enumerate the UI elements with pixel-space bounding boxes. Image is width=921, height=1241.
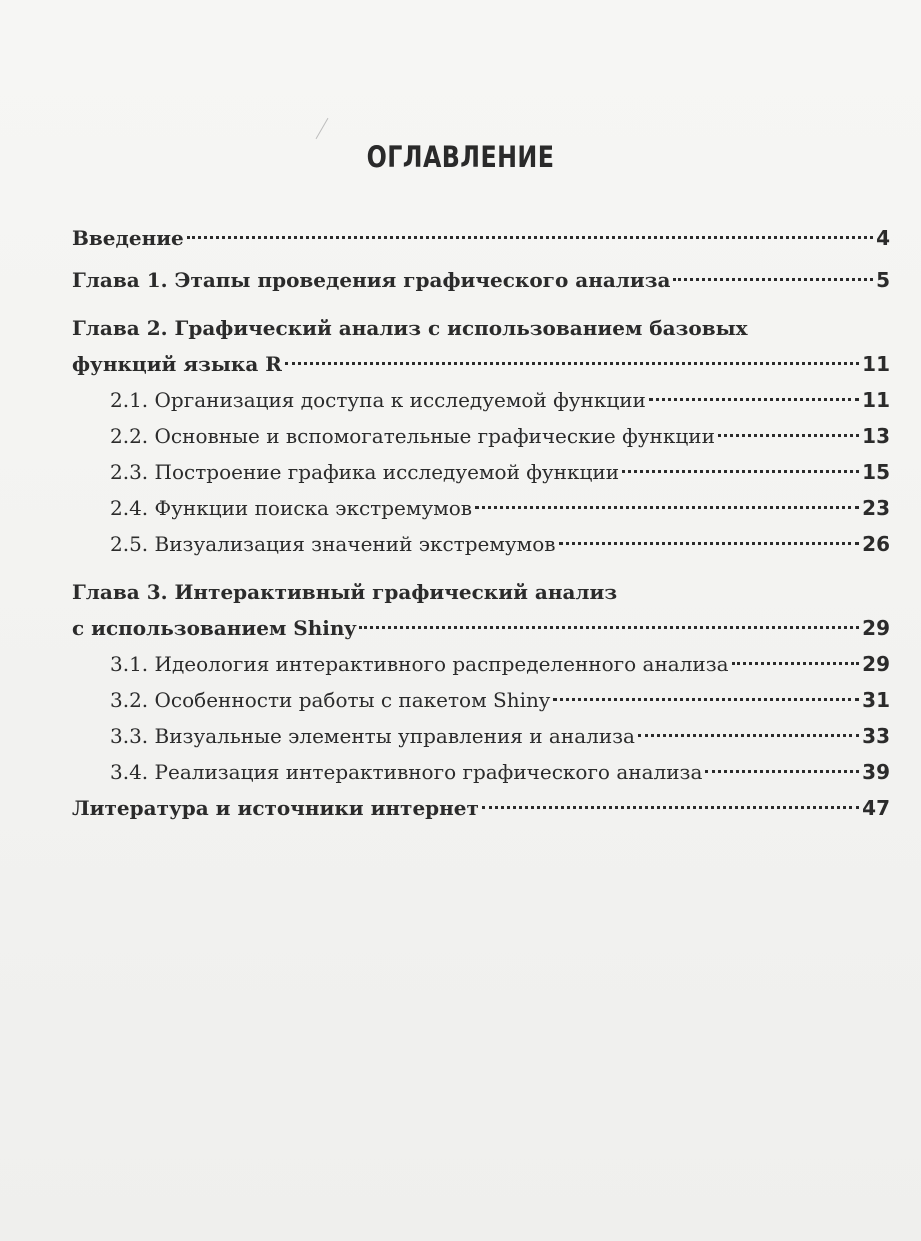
dot-leader xyxy=(359,626,859,629)
toc-entry-label: с использованием Shiny xyxy=(72,616,357,640)
toc-page-number: 15 xyxy=(862,460,890,484)
dot-leader xyxy=(649,398,859,401)
toc-entry-chapter-2 xyxy=(72,346,890,382)
toc-entry-literature xyxy=(72,790,890,826)
toc-entry-label: функций языка R xyxy=(72,352,282,376)
dot-leader xyxy=(673,278,873,281)
toc-page-number: 47 xyxy=(862,796,890,820)
dot-leader xyxy=(559,542,860,545)
toc-page-number: 11 xyxy=(862,352,890,376)
dot-leader xyxy=(705,770,859,773)
toc-entry-label: 3.2. Особенности работы с пакетом Shiny xyxy=(110,688,551,712)
toc-page-number: 31 xyxy=(862,688,890,712)
toc-page-number: 13 xyxy=(862,424,890,448)
dot-leader xyxy=(622,470,859,473)
toc-entry-section-2-4 xyxy=(72,490,890,526)
toc-page-number: 23 xyxy=(862,496,890,520)
toc-entry-label: Введение xyxy=(72,226,184,250)
dot-leader xyxy=(553,698,859,701)
toc-entry-label: 3.3. Визуальные элементы управления и анализа xyxy=(110,724,635,748)
toc-chapter-2-heading-line-1: Глава 2. Графический анализ с использованием базовых xyxy=(72,316,748,340)
dot-leader xyxy=(475,506,859,509)
dot-leader xyxy=(482,806,859,809)
dot-leader xyxy=(285,362,859,365)
toc-entry-section-3-2 xyxy=(72,682,890,718)
toc-entry-intro xyxy=(72,220,890,256)
scan-mark xyxy=(316,118,329,139)
toc-entry-section-2-3 xyxy=(72,454,890,490)
toc-entry-section-3-4 xyxy=(72,754,890,790)
toc-chapter-3-heading-line-1: Глава 3. Интерактивный графический анализ xyxy=(72,580,618,604)
toc-entry-chapter-1 xyxy=(72,262,890,298)
toc-entry-section-3-1 xyxy=(72,646,890,682)
toc-entry-label: 2.3. Построение графика исследуемой функции xyxy=(110,460,620,484)
toc-entry-label: 3.4. Реализация интерактивного графического анализа xyxy=(110,760,703,784)
toc-entry-label: 2.1. Организация доступа к исследуемой функции xyxy=(110,388,646,412)
toc-entry-label: 2.4. Функции поиска экстремумов xyxy=(110,496,473,520)
toc-page-number: 4 xyxy=(876,226,890,250)
dot-leader xyxy=(718,434,859,437)
toc-entry-label: Глава 1. Этапы проведения графического анализа xyxy=(72,268,671,292)
toc-page-number: 29 xyxy=(862,652,890,676)
toc-page-number: 26 xyxy=(862,532,890,556)
toc-entry-section-2-2 xyxy=(72,418,890,454)
table-of-contents xyxy=(72,220,890,826)
toc-page-number: 33 xyxy=(862,724,890,748)
toc-entry-label: 3.1. Идеология интерактивного распределенного анализа xyxy=(110,652,729,676)
toc-page-number: 11 xyxy=(862,388,890,412)
toc-entry-section-2-1 xyxy=(72,382,890,418)
dot-leader xyxy=(732,662,860,665)
toc-page-number: 39 xyxy=(862,760,890,784)
page-title: ОГЛАВЛЕНИЕ xyxy=(366,140,555,174)
dot-leader xyxy=(638,734,859,737)
dot-leader xyxy=(187,236,873,239)
toc-entry-label: Литература и источники интернет xyxy=(72,796,479,820)
toc-entry-label: 2.2. Основные и вспомогательные графические функции xyxy=(110,424,715,448)
toc-entry-section-2-5 xyxy=(72,526,890,562)
toc-page-number: 29 xyxy=(862,616,890,640)
toc-entry-label: 2.5. Визуализация значений экстремумов xyxy=(110,532,556,556)
toc-entry-chapter-3 xyxy=(72,610,890,646)
toc-entry-section-3-3 xyxy=(72,718,890,754)
toc-page-number: 5 xyxy=(876,268,890,292)
